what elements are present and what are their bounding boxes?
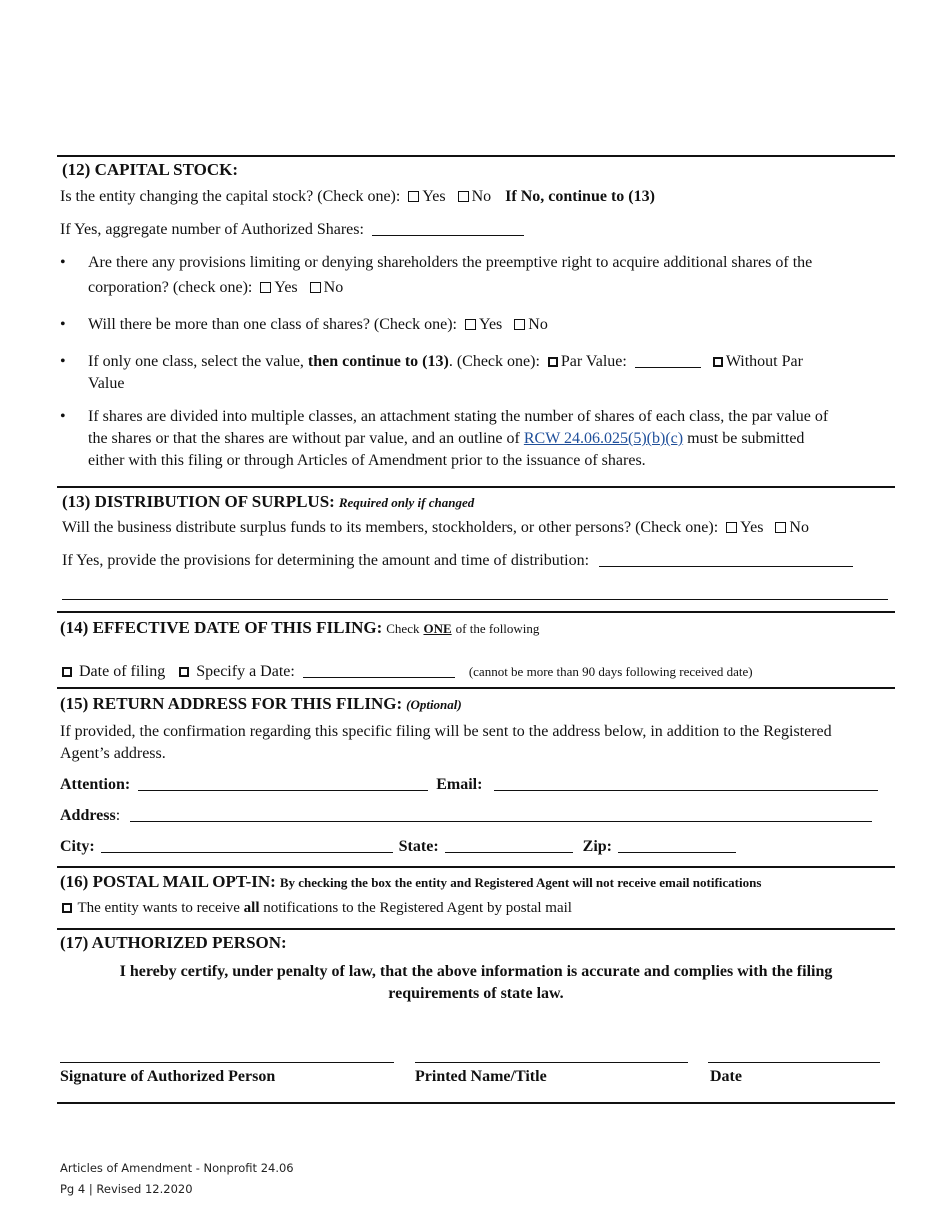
surplus-provisions-row xyxy=(62,551,853,571)
multiple-classes-instruction-l3: either with this filing or through Articles of Amendment prior to the issuance of shares. xyxy=(88,452,646,469)
multiple-classes-instruction-text: the shares or that the shares are without par value, and an outline of xyxy=(88,430,520,447)
section-16-header xyxy=(60,872,761,893)
state-field[interactable] xyxy=(445,838,573,853)
section-divider xyxy=(57,1102,895,1104)
return-address-intro-l2: Agent’s address. xyxy=(60,745,166,762)
state-label: State: xyxy=(398,838,439,855)
one-class-text: If only one class, select the value, xyxy=(88,353,304,370)
effective-date-options xyxy=(58,662,753,682)
continue-to-13: then continue to (13) xyxy=(307,353,449,370)
bullet-icon: • xyxy=(60,353,66,370)
optional-note: (Optional) xyxy=(406,697,462,712)
section-16-heading: (16) POSTAL MAIL OPT-IN: xyxy=(60,872,276,891)
attention-email-row xyxy=(60,775,878,795)
printed-name-field[interactable] xyxy=(415,1062,688,1063)
capital-stock-question xyxy=(60,187,655,207)
preemptive-yes-checkbox[interactable] xyxy=(260,282,271,293)
preemptive-right-question-cont: corporation? (check one): xyxy=(88,279,253,296)
section-divider xyxy=(57,687,895,689)
postal-opt-in-text: The entity wants to receive xyxy=(77,900,240,916)
date-of-filing-label: Date of filing xyxy=(79,663,166,680)
surplus-yes-checkbox[interactable] xyxy=(726,522,737,533)
postal-opt-in-row xyxy=(58,898,572,918)
without-par-label-cont: Value xyxy=(88,375,125,392)
surplus-question xyxy=(62,518,809,538)
address-row: Address: xyxy=(60,806,872,826)
section-15-heading: (15) RETURN ADDRESS FOR THIS FILING: xyxy=(60,694,403,713)
multiple-classes-yes-checkbox[interactable] xyxy=(465,319,476,330)
section-divider xyxy=(57,486,895,488)
section-13-header xyxy=(62,492,474,513)
par-value-checkbox[interactable] xyxy=(548,357,558,367)
without-par-checkbox[interactable] xyxy=(713,357,723,367)
authorized-shares-label: If Yes, aggregate number of Authorized Shares: xyxy=(60,221,364,238)
must-be-submitted-text: must be submitted xyxy=(687,430,805,447)
bullet-icon: • xyxy=(60,316,66,333)
surplus-yes-label: Yes xyxy=(740,519,764,536)
multiple-classes-question-text: Will there be more than one class of shares? (Check one): xyxy=(88,316,457,333)
signature-field[interactable] xyxy=(60,1062,394,1063)
section-13-note: Required only if changed xyxy=(338,495,475,510)
capital-stock-yes-checkbox[interactable] xyxy=(408,191,419,202)
authorized-shares-field[interactable] xyxy=(372,221,524,236)
date-field[interactable] xyxy=(708,1062,880,1063)
par-value-row xyxy=(88,352,803,372)
section-17-heading: (17) AUTHORIZED PERSON: xyxy=(60,933,287,952)
specify-date-field[interactable] xyxy=(303,663,455,678)
address-field[interactable] xyxy=(130,807,872,822)
preemptive-right-choices xyxy=(88,278,343,298)
attention-field[interactable] xyxy=(138,776,428,791)
return-address-intro-l1: If provided, the confirmation regarding this specific filing will be sent to the address below, in addition to the Registered xyxy=(60,723,832,740)
section-15-header xyxy=(60,694,462,715)
postal-opt-in-all: all xyxy=(243,900,260,916)
surplus-provisions-field[interactable] xyxy=(599,552,853,567)
surplus-provisions-label: If Yes, provide the provisions for determining the amount and time of distribution: xyxy=(62,552,590,569)
multiple-classes-yes-label: Yes xyxy=(479,316,503,333)
section-14-header xyxy=(60,618,539,639)
capital-stock-question-text: Is the entity changing the capital stock? (Check one): xyxy=(60,188,401,205)
postal-opt-in-description: By checking the box the entity and Registered Agent will not receive email notifications xyxy=(279,875,762,890)
printed-name-label: Printed Name/Title xyxy=(415,1068,547,1085)
specify-date-label: Specify a Date: xyxy=(196,663,295,680)
bullet-icon: • xyxy=(60,254,66,271)
rcw-link[interactable]: RCW 24.06.025(5)(b)(c) xyxy=(523,430,684,447)
preemptive-yes-label: Yes xyxy=(274,279,298,296)
capital-stock-no-label: No xyxy=(471,188,492,205)
date-limit-note: (cannot be more than 90 days following received date) xyxy=(468,664,753,679)
zip-label: Zip: xyxy=(582,838,612,855)
date-of-filing-checkbox[interactable] xyxy=(62,667,72,677)
zip-field[interactable] xyxy=(618,838,736,853)
email-field[interactable] xyxy=(494,776,878,791)
surplus-no-label: No xyxy=(789,519,809,536)
capital-stock-yes-label: Yes xyxy=(422,188,446,205)
surplus-provisions-field-line2[interactable] xyxy=(62,599,888,600)
surplus-question-text: Will the business distribute surplus funds to its members, stockholders, or other persons? (Check one): xyxy=(62,519,719,536)
city-field[interactable] xyxy=(101,838,393,853)
par-value-field[interactable] xyxy=(635,353,701,368)
city-label: City: xyxy=(60,838,95,855)
section-divider xyxy=(57,928,895,930)
check-instruction-end: of the following xyxy=(455,621,540,636)
capital-stock-no-checkbox[interactable] xyxy=(458,191,469,202)
footer-title: Articles of Amendment - Nonprofit 24.06 xyxy=(60,1161,294,1175)
footer-page: Pg 4 | Revised 12.2020 xyxy=(60,1182,193,1196)
address-label: Address xyxy=(60,807,116,824)
check-one-emphasis: ONE xyxy=(423,621,452,636)
city-state-zip-row xyxy=(60,837,736,857)
signature-label: Signature of Authorized Person xyxy=(60,1068,276,1085)
section-13-heading: (13) DISTRIBUTION OF SURPLUS: xyxy=(62,492,335,511)
multiple-classes-instruction-l2 xyxy=(88,429,804,449)
preemptive-no-checkbox[interactable] xyxy=(310,282,321,293)
email-label: Email: xyxy=(436,776,483,793)
one-class-check-one: . (Check one): xyxy=(448,353,540,370)
preemptive-right-question: Are there any provisions limiting or denying shareholders the preemptive right to acquire additional shares of the xyxy=(88,254,813,271)
preemptive-no-label: No xyxy=(323,279,344,296)
par-value-label: Par Value: xyxy=(560,353,627,370)
authorized-shares-row xyxy=(60,220,524,240)
certification-l2: requirements of state law. xyxy=(388,985,564,1002)
without-par-label: Without Par xyxy=(725,353,803,370)
multiple-classes-no-label: No xyxy=(528,316,548,333)
date-label: Date xyxy=(710,1068,742,1085)
bullet-icon: • xyxy=(60,408,66,425)
multiple-classes-instruction-l1: If shares are divided into multiple classes, an attachment stating the number of shares of each class, the par value of xyxy=(88,408,829,425)
postal-opt-in-checkbox[interactable] xyxy=(62,903,72,913)
certification-l1: I hereby certify, under penalty of law, that the above information is accurate and complies with the filing xyxy=(119,963,833,980)
section-divider xyxy=(57,155,895,157)
multiple-classes-no-checkbox[interactable] xyxy=(514,319,525,330)
postal-opt-in-text-end: notifications to the Registered Agent by postal mail xyxy=(263,900,572,916)
section-divider xyxy=(57,611,895,613)
surplus-no-checkbox[interactable] xyxy=(775,522,786,533)
multiple-classes-question xyxy=(88,315,548,335)
section-12-heading: (12) CAPITAL STOCK: xyxy=(62,160,239,179)
specify-date-checkbox[interactable] xyxy=(179,667,189,677)
section-divider xyxy=(57,866,895,868)
check-instruction: Check xyxy=(386,621,420,636)
if-no-instruction: If No, continue to (13) xyxy=(505,188,655,205)
section-14-heading: (14) EFFECTIVE DATE OF THIS FILING: xyxy=(60,618,383,637)
attention-label: Attention: xyxy=(60,776,131,793)
